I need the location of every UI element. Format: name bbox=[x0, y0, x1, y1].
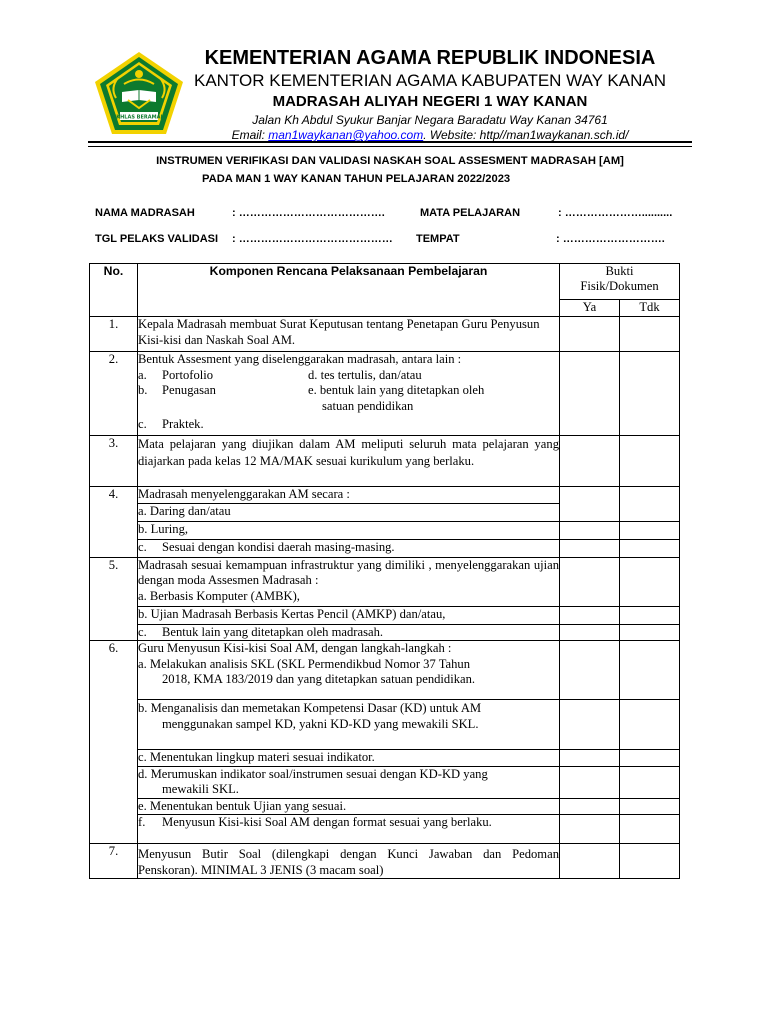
row-text bbox=[138, 700, 560, 750]
ya-cell[interactable] bbox=[560, 766, 620, 798]
row-number: 3. bbox=[90, 436, 138, 487]
row-number: 7. bbox=[90, 844, 138, 879]
document-title bbox=[130, 152, 650, 188]
mata-pelajaran-value[interactable]: : ………………….......... bbox=[558, 207, 673, 219]
tdk-cell[interactable] bbox=[620, 436, 680, 487]
row-intro: Bentuk Assesment yang diselenggarakan madrasah, antara lain : bbox=[138, 352, 462, 366]
item-marker: f. bbox=[138, 815, 146, 829]
header-komponen: Komponen Rencana Pelaksanaan Pembelajaran bbox=[138, 264, 560, 317]
tdk-cell[interactable] bbox=[620, 798, 680, 815]
ya-cell[interactable] bbox=[560, 700, 620, 750]
tdk-cell[interactable] bbox=[620, 750, 680, 767]
row-intro: Guru Menyusun Kisi-kisi Soal AM, dengan langkah-langkah : bbox=[138, 641, 452, 655]
tdk-cell[interactable] bbox=[620, 317, 680, 352]
item-text: d. Merumuskan indikator soal/instrumen sesuai dengan KD-KD yang bbox=[138, 766, 488, 781]
tdk-cell[interactable] bbox=[620, 521, 680, 539]
mata-pelajaran-label: MATA PELAJARAN bbox=[420, 207, 521, 219]
item-text: b. Luring, bbox=[138, 521, 560, 539]
table-row bbox=[90, 317, 680, 352]
school-address: Jalan Kh Abdul Syukur Banjar Negara Baradatu Way Kanan 34761 bbox=[252, 113, 608, 127]
tdk-cell[interactable] bbox=[620, 487, 680, 522]
header-no: No. bbox=[90, 264, 138, 317]
item-text-continued: satuan pendidikan bbox=[322, 398, 414, 413]
row-text bbox=[138, 641, 560, 700]
ya-cell[interactable] bbox=[560, 624, 620, 641]
table-row bbox=[90, 624, 680, 641]
row-number: 1. bbox=[90, 317, 138, 352]
letterhead-text bbox=[170, 46, 690, 143]
row-intro: Madrasah menyelenggarakan AM secara : bbox=[138, 487, 560, 504]
tdk-cell[interactable] bbox=[620, 557, 680, 606]
ya-cell[interactable] bbox=[560, 487, 620, 522]
item-text: e. Menentukan bentuk Ujian yang sesuai. bbox=[138, 798, 560, 815]
verification-table bbox=[89, 263, 680, 879]
table-row bbox=[90, 557, 680, 606]
ya-cell[interactable] bbox=[560, 352, 620, 436]
row-number: 5. bbox=[90, 557, 138, 641]
tgl-validasi-value[interactable]: : …………………………………… bbox=[232, 233, 393, 245]
item-text: a. Melakukan analisis SKL (SKL Permendikbud Nomor 37 Tahun bbox=[138, 656, 470, 671]
table-row bbox=[90, 700, 680, 750]
header-bukti-line-2: Fisik/Dokumen bbox=[580, 279, 659, 293]
table-row bbox=[90, 844, 680, 879]
item-marker: c. bbox=[138, 539, 147, 554]
item-text: b. Menganalisis dan memetakan Kompetensi Dasar (KD) untuk AM bbox=[138, 701, 482, 715]
tdk-cell[interactable] bbox=[620, 766, 680, 798]
website-text: . Website: http//man1waykanan.sch.id/ bbox=[423, 128, 629, 142]
item-marker: a. bbox=[138, 367, 147, 382]
ya-cell[interactable] bbox=[560, 844, 620, 879]
row-intro: Madrasah sesuai kemampuan infrastruktur yang dimiliki , menyelenggarakan ujian dengan moda Assesmen Madrasah : bbox=[138, 557, 559, 587]
title-line-1: INSTRUMEN VERIFIKASI DAN VALIDASI NASKAH SOAL ASSESMENT MADRASAH [AM] bbox=[156, 155, 624, 167]
tdk-cell[interactable] bbox=[620, 641, 680, 700]
list-item bbox=[138, 815, 560, 844]
nama-madrasah-label: NAMA MADRASAH bbox=[95, 207, 195, 219]
header-ya: Ya bbox=[560, 300, 620, 317]
row-text: Menyusun Butir Soal (dilengkapi dengan Kunci Jawaban dan Pedoman Penskoran). MINIMAL 3 JENIS (3 macam soal) bbox=[138, 844, 560, 879]
item-text: Sesuai dengan kondisi daerah masing-masing. bbox=[162, 539, 395, 554]
item-marker: b. bbox=[138, 383, 148, 397]
table-row bbox=[90, 766, 680, 798]
row-number: 6. bbox=[90, 641, 138, 844]
header-tdk: Tdk bbox=[620, 300, 680, 317]
ya-cell[interactable] bbox=[560, 436, 620, 487]
list-item bbox=[138, 539, 560, 557]
item-text: b. Ujian Madrasah Berbasis Kertas Pencil (AMKP) dan/atau, bbox=[138, 606, 560, 624]
title-line-2: PADA MAN 1 WAY KANAN TAHUN PELAJARAN 2022/2023 bbox=[202, 173, 511, 185]
tempat-value[interactable]: : ………………………. bbox=[556, 233, 665, 245]
tdk-cell[interactable] bbox=[620, 606, 680, 624]
tdk-cell[interactable] bbox=[620, 352, 680, 436]
tdk-cell[interactable] bbox=[620, 844, 680, 879]
tdk-cell[interactable] bbox=[620, 539, 680, 557]
tempat-label: TEMPAT bbox=[416, 233, 460, 245]
svg-text:IKHLAS BERAMAL: IKHLAS BERAMAL bbox=[114, 114, 164, 121]
list-item bbox=[138, 368, 559, 384]
tgl-validasi-label: TGL PELAKS VALIDASI bbox=[95, 233, 219, 245]
item-text: d. tes tertulis, dan/atau bbox=[308, 367, 422, 382]
nama-madrasah-value[interactable]: : …………………………………. bbox=[232, 207, 385, 219]
item-marker: c. bbox=[138, 624, 147, 639]
email-label: Email: bbox=[231, 128, 269, 142]
item-text: e. bentuk lain yang ditetapkan oleh bbox=[308, 383, 485, 397]
item-text: a. Berbasis Komputer (AMBK), bbox=[138, 588, 300, 603]
ya-cell[interactable] bbox=[560, 750, 620, 767]
table-row bbox=[90, 606, 680, 624]
tdk-cell[interactable] bbox=[620, 700, 680, 750]
row-text bbox=[138, 557, 560, 606]
ya-cell[interactable] bbox=[560, 539, 620, 557]
row-text: Kepala Madrasah membuat Surat Keputusan tentang Penetapan Guru Penyusun Kisi-kisi dan Naskah Soal AM. bbox=[138, 317, 560, 352]
table-row bbox=[90, 815, 680, 844]
tdk-cell[interactable] bbox=[620, 624, 680, 641]
table-header-row bbox=[90, 264, 680, 300]
header-bukti bbox=[560, 264, 680, 300]
email-link[interactable]: man1waykanan@yahoo.com bbox=[268, 128, 424, 142]
item-marker: c. bbox=[138, 417, 147, 431]
row-text bbox=[138, 352, 560, 436]
header-bukti-line-1: Bukti bbox=[605, 264, 634, 278]
item-text: Menyusun Kisi-kisi Soal AM dengan format sesuai yang berlaku. bbox=[162, 815, 492, 829]
office-name: KANTOR KEMENTERIAN AGAMA KABUPATEN WAY KANAN bbox=[193, 71, 666, 90]
ya-cell[interactable] bbox=[560, 606, 620, 624]
ya-cell[interactable] bbox=[560, 317, 620, 352]
table-row bbox=[90, 539, 680, 557]
tdk-cell[interactable] bbox=[620, 815, 680, 844]
school-name: MADRASAH ALIYAH NEGERI 1 WAY KANAN bbox=[272, 93, 588, 110]
item-text: c. Menentukan lingkup materi sesuai indikator. bbox=[138, 750, 560, 767]
table-row bbox=[90, 521, 680, 539]
row-text bbox=[138, 766, 560, 798]
item-text: Praktek. bbox=[162, 417, 204, 431]
row-number: 4. bbox=[90, 487, 138, 558]
row-number: 2. bbox=[90, 352, 138, 436]
letterhead-rule-thick bbox=[88, 141, 692, 143]
ministry-name: KEMENTERIAN AGAMA REPUBLIK INDONESIA bbox=[204, 47, 656, 69]
letterhead-rule-thin bbox=[88, 146, 692, 147]
list-item bbox=[138, 383, 559, 399]
table-row bbox=[90, 798, 680, 815]
item-text: Bentuk lain yang ditetapkan oleh madrasah. bbox=[162, 624, 384, 639]
table-row bbox=[90, 436, 680, 487]
ya-cell[interactable] bbox=[560, 815, 620, 844]
row-text: Mata pelajaran yang diujikan dalam AM meliputi seluruh mata pelajaran yang diajarkan pada kelas 12 MA/MAK sesuai kurikulum yang berlaku. bbox=[138, 436, 560, 487]
ya-cell[interactable] bbox=[560, 641, 620, 700]
ya-cell[interactable] bbox=[560, 521, 620, 539]
item-text-continued: menggunakan sampel KD, yakni KD-KD yang mewakili SKL. bbox=[162, 716, 479, 731]
list-item bbox=[138, 624, 560, 641]
table-row bbox=[90, 750, 680, 767]
letterhead bbox=[0, 0, 768, 140]
item-text-continued: mewakili SKL. bbox=[162, 782, 239, 796]
list-item bbox=[138, 417, 559, 433]
item-text: Portofolio bbox=[162, 367, 214, 382]
ya-cell[interactable] bbox=[560, 557, 620, 606]
item-text: Penugasan bbox=[162, 383, 216, 397]
ya-cell[interactable] bbox=[560, 798, 620, 815]
item-text-continued: 2018, KMA 183/2019 dan yang ditetapkan satuan pendidikan. bbox=[162, 672, 476, 686]
item-text: a. Daring dan/atau bbox=[138, 503, 560, 521]
table-row bbox=[90, 352, 680, 436]
table-row bbox=[90, 641, 680, 700]
table-row bbox=[90, 487, 680, 504]
